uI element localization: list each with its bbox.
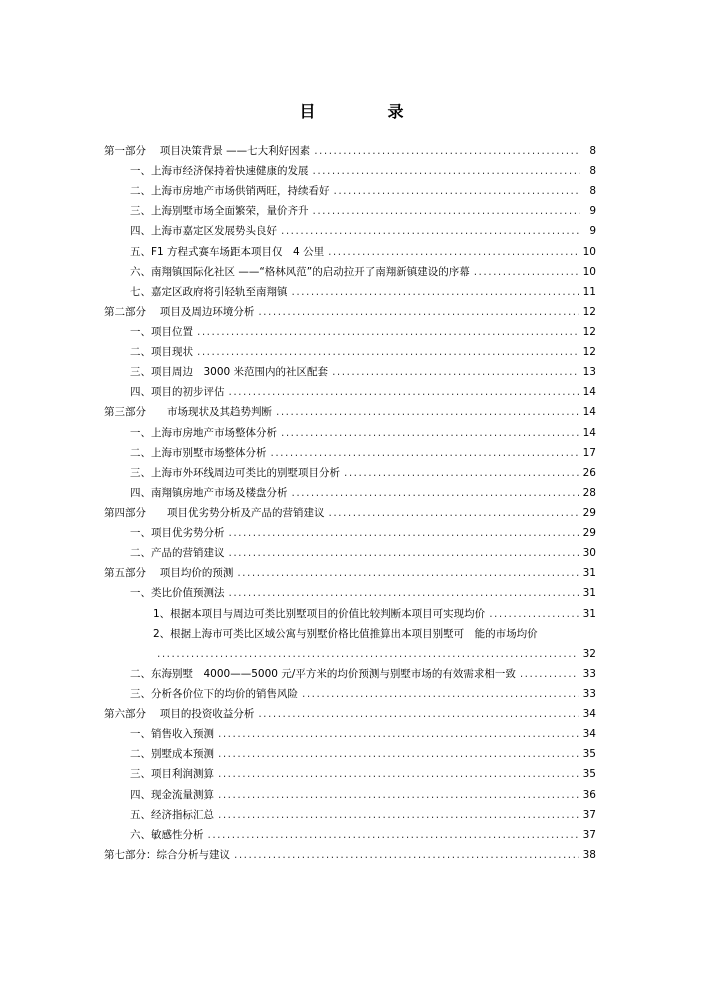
toc-entry[interactable]: [104, 382, 600, 402]
toc-page-number: 28: [582, 486, 596, 499]
toc-page-number: 14: [582, 406, 596, 419]
toc-entry-text: 七、嘉定区政府将引轻轨至南翔镇: [130, 285, 288, 298]
toc-entry[interactable]: [104, 604, 600, 624]
toc-page-number: 14: [582, 386, 596, 399]
toc-leader-dots: [474, 262, 579, 282]
toc-entry-text: 一、销售收入预测: [130, 728, 214, 741]
toc-entry-text: 三、上海市外环线周边可类比的别墅项目分析: [130, 466, 340, 479]
toc-page-number: 17: [582, 446, 596, 459]
toc-entry[interactable]: [104, 664, 600, 684]
toc-page-number: 32: [582, 647, 596, 660]
toc-leader-dots: [344, 463, 579, 483]
toc-page-number: 8: [589, 145, 596, 157]
toc-entry-text: 五、F1 方程式赛车场距本项目仅 4 公里: [130, 245, 325, 258]
toc-entry-text: 二、产品的营销建议: [130, 547, 225, 560]
toc-leader-dots: [218, 785, 579, 805]
toc-entry-text: 五、经济指标汇总: [130, 808, 214, 821]
toc-leader-dots: [234, 845, 579, 865]
toc-entry[interactable]: [104, 785, 600, 805]
toc-entry[interactable]: [104, 402, 600, 422]
toc-entry-text: 六、南翔镇国际化社区 ——“格林风范”的启动拉开了南翔新镇建设的序幕: [130, 265, 470, 278]
toc-entry[interactable]: [104, 161, 600, 181]
toc-entry[interactable]: [104, 724, 600, 744]
toc-page-number: 29: [582, 506, 596, 519]
toc-entry-text: 二、项目现状: [130, 346, 193, 359]
toc-leader-dots: [157, 644, 579, 664]
toc-leader-dots: [328, 242, 579, 262]
toc-entry[interactable]: [104, 201, 600, 221]
toc-entry-text: 一、上海市经济保持着快速健康的发展: [130, 165, 309, 178]
toc-entry[interactable]: [104, 644, 600, 664]
toc-entry-text: 第七部分：综合分析与建议: [104, 848, 230, 861]
toc-entry-text: 第五部分 项目均价的预测: [104, 567, 234, 580]
toc-entry[interactable]: [104, 342, 600, 362]
toc-entry[interactable]: [104, 141, 600, 161]
toc-leader-dots: [258, 704, 578, 724]
toc-entry[interactable]: [104, 322, 600, 342]
toc-leader-dots: [276, 402, 579, 422]
toc-entry-text: 六、敏感性分析: [130, 828, 204, 841]
toc-leader-dots: [520, 664, 579, 684]
toc-entry[interactable]: [104, 242, 600, 262]
toc-entry[interactable]: [104, 443, 600, 463]
toc-entry-text: 二、上海市房地产市场供销两旺，持续看好: [130, 185, 330, 198]
toc-page-number: 35: [582, 748, 596, 761]
toc-entry-text: 一、项目位置: [130, 325, 193, 338]
toc-leader-dots: [218, 744, 579, 764]
toc-page-number: 9: [589, 205, 596, 218]
toc-page-number: 31: [582, 607, 596, 620]
toc-entry-text: 四、现金流量测算: [130, 788, 214, 801]
toc-leader-dots: [218, 724, 579, 744]
toc-entry[interactable]: [104, 704, 600, 724]
page-title: 目 录: [299, 102, 432, 121]
toc-entry[interactable]: [104, 523, 600, 543]
toc-entry[interactable]: [104, 221, 600, 241]
toc-page-number: 12: [582, 346, 596, 359]
toc-page-number: 14: [582, 426, 596, 439]
table-of-contents: [104, 141, 600, 865]
toc-leader-dots: [313, 161, 581, 181]
toc-leader-dots: [332, 362, 579, 382]
toc-entry-text: 二、东海别墅 4000——5000 元/平方米的均价预测与别墅市场的有效需求相一致: [130, 667, 516, 680]
toc-leader-dots: [197, 322, 579, 342]
toc-entry-text: 第三部分 市场现状及其趋势判断: [104, 406, 272, 419]
toc-entry[interactable]: [104, 805, 600, 825]
toc-page-number: 30: [582, 547, 596, 560]
toc-page-number: 33: [582, 667, 596, 680]
toc-entry[interactable]: [104, 503, 600, 523]
toc-entry[interactable]: [104, 845, 600, 865]
toc-entry[interactable]: [104, 302, 600, 322]
toc-page-number: 36: [582, 788, 596, 801]
toc-entry[interactable]: [104, 684, 600, 704]
toc-page-number: 11: [582, 285, 596, 298]
toc-leader-dots: [281, 423, 579, 443]
toc-entry[interactable]: [104, 744, 600, 764]
toc-entry[interactable]: [104, 181, 600, 201]
toc-leader-dots: [258, 302, 578, 322]
toc-entry-text: 1、根据本项目与周边可类比别墅项目的价值比较判断本项目可实现均价: [153, 607, 486, 620]
toc-page-number: 37: [582, 808, 596, 821]
toc-entry-text: 第六部分 项目的投资收益分析: [104, 708, 255, 721]
toc-page-number: 34: [582, 708, 596, 721]
toc-page-number: 10: [582, 265, 596, 278]
toc-page-number: 38: [582, 848, 596, 861]
toc-page-number: 12: [582, 325, 596, 338]
toc-page-number: 31: [582, 587, 596, 600]
toc-leader-dots: [281, 221, 580, 241]
toc-leader-dots: [218, 805, 579, 825]
toc-page-number: 9: [589, 225, 596, 238]
toc-entry[interactable]: [104, 463, 600, 483]
toc-entry[interactable]: [104, 583, 600, 603]
toc-page-number: 8: [589, 165, 596, 178]
toc-leader-dots: [237, 563, 578, 583]
toc-entry[interactable]: [104, 624, 600, 644]
toc-page-number: 13: [582, 366, 596, 379]
toc-entry[interactable]: [104, 362, 600, 382]
toc-entry-text: 四、项目的初步评估: [130, 386, 225, 399]
toc-entry-text: 四、南翔镇房地产市场及楼盘分析: [130, 486, 288, 499]
toc-leader-dots: [313, 201, 581, 221]
toc-leader-dots: [489, 604, 578, 624]
toc-entry-text: 第二部分 项目及周边环境分析: [104, 305, 255, 318]
toc-entry-text: 三、项目利润测算: [130, 768, 214, 781]
toc-page-number: 26: [582, 466, 596, 479]
toc-leader-dots: [271, 443, 579, 463]
toc-entry[interactable]: [104, 423, 600, 443]
toc-entry[interactable]: [104, 764, 600, 784]
toc-leader-dots: [229, 382, 579, 402]
toc-page-number: 8: [589, 185, 596, 198]
toc-entry[interactable]: [104, 563, 600, 583]
toc-leader-dots: [292, 282, 579, 302]
toc-entry-text: 二、上海市别墅市场整体分析: [130, 446, 267, 459]
toc-entry-text: 三、项目周边 3000 米范围内的社区配套: [130, 366, 329, 379]
toc-entry-text: 一、上海市房地产市场整体分析: [130, 426, 277, 439]
toc-entry[interactable]: [104, 543, 600, 563]
toc-page-number: 37: [582, 828, 596, 841]
toc-entry[interactable]: [104, 825, 600, 845]
toc-entry-text: 第一部分 项目决策背景 ——七大利好因素: [104, 145, 311, 157]
toc-leader-dots: [197, 342, 579, 362]
toc-page-number: 34: [582, 728, 596, 741]
toc-page-number: 33: [582, 687, 596, 700]
toc-page-number: 35: [582, 768, 596, 781]
toc-entry-text: 一、项目优劣势分析: [130, 527, 225, 540]
toc-leader-dots: [334, 181, 581, 201]
toc-leader-dots: [218, 764, 579, 784]
toc-entry-text: 第四部分 项目优劣势分析及产品的营销建议: [104, 506, 325, 519]
toc-leader-dots: [302, 684, 579, 704]
toc-page-number: 12: [582, 305, 596, 318]
toc-entry-text: 三、上海别墅市场全面繁荣，量价齐升: [130, 205, 309, 218]
toc-entry-text: 2、根据上海市可类比区域公寓与别墅价格比值推算出本项目别墅可 能的市场均价: [153, 627, 538, 640]
toc-entry[interactable]: [104, 262, 600, 282]
toc-leader-dots: [292, 483, 579, 503]
toc-entry-text: 三、分析各价位下的均价的销售风险: [130, 687, 298, 700]
toc-page-number: 29: [582, 527, 596, 540]
toc-leader-dots: [329, 503, 579, 523]
toc-leader-dots: [229, 543, 579, 563]
toc-entry-text: 四、上海市嘉定区发展势头良好: [130, 225, 277, 238]
toc-leader-dots: [229, 583, 579, 603]
toc-leader-dots: [208, 825, 579, 845]
toc-entry-text: 二、别墅成本预测: [130, 748, 214, 761]
toc-entry-text: 一、类比价值预测法: [130, 587, 225, 600]
toc-entry[interactable]: [104, 483, 600, 503]
toc-page-number: 10: [582, 245, 596, 258]
toc-leader-dots: [314, 141, 580, 161]
toc-page-number: 31: [582, 567, 596, 580]
toc-leader-dots: [229, 523, 579, 543]
toc-entry[interactable]: [104, 282, 600, 302]
